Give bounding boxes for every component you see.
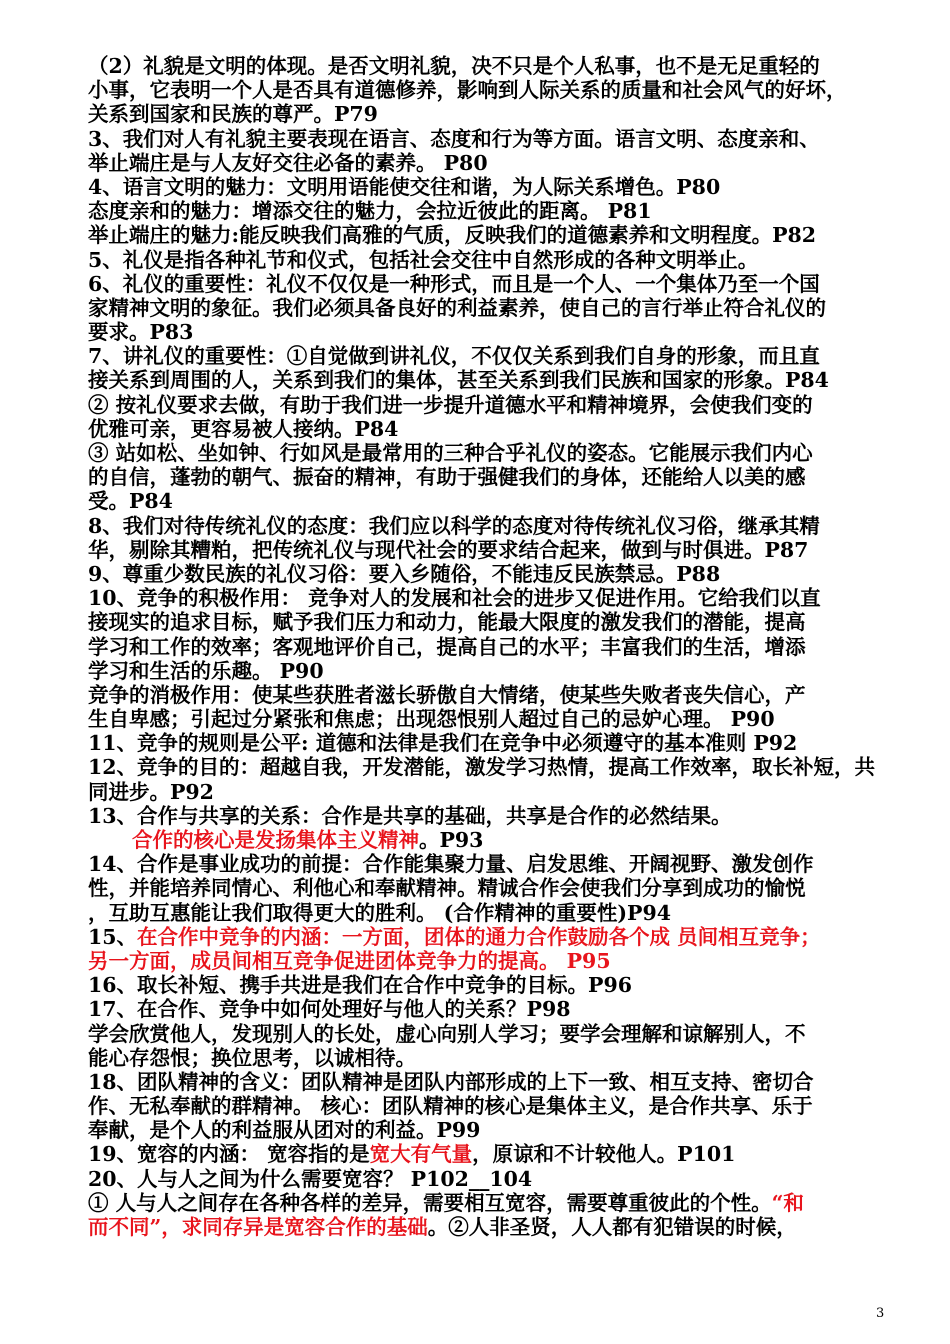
text-segment: 。②人非圣贤，人人都有犯错误的时候， [427, 1215, 797, 1239]
text-line: 6、礼仪的重要性：礼仪不仅仅是一种形式，而且是一个人、一个集体乃至一个国 [88, 271, 820, 296]
highlight-text: 另一方面，成员间相互竞争促进团体竞争力的提高。 P95 [88, 948, 611, 973]
text-line: ，互助互惠能让我们取得更大的胜利。 (合作精神的重要性)P94 [88, 900, 671, 925]
text-line-highlight [88, 1191, 912, 1215]
text-line: 接现实的追求目标，赋予我们压力和动力，能最大限度的激发我们的潜能，提高 [88, 610, 806, 635]
text-line: 举止端庄的魅力:能反映我们高雅的气质，反映我们的道德素养和文明程度。P82 [88, 223, 817, 248]
text-segment: 。P93 [419, 828, 484, 852]
text-line: 竞争的消极作用：使某些获胜者滋长骄傲自大情绪，使某些失败者丧失信心，产 [88, 682, 806, 707]
text-line-highlight [88, 1215, 912, 1239]
text-line: 要求。P83 [88, 320, 194, 345]
text-line: 8、我们对待传统礼仪的态度：我们应以科学的态度对待传统礼仪习俗，继承其精 [88, 513, 820, 538]
text-line: 学习和工作的效率；客观地评价自己，提高自己的水平；丰富我们的生活，增添 [88, 634, 806, 659]
text-segment: ，原谅和不计较他人。P101 [472, 1142, 736, 1167]
page-number: 3 [876, 1306, 885, 1321]
text-line: 性，并能培养同情心、利他心和奉献精神。精诚合作会使我们分享到成功的愉悦 [88, 876, 806, 901]
text-line: 生自卑感；引起过分紧张和焦虑；出现怨恨别人超过自己的忌妒心理。 P90 [88, 707, 775, 732]
text-line: 4、语言文明的魅力：文明用语能使交往和谐，为人际关系增色。P80 [88, 174, 721, 199]
text-line-highlight [88, 828, 912, 852]
text-line-highlight [88, 1142, 912, 1166]
text-line: （2）礼貌是文明的体现。是否文明礼貌，决不只是个人私事，也不是无足重轻的 [88, 54, 820, 78]
text-line: 12、竞争的目的：超越自我，开发潜能，激发学习热情，提高工作效率，取长补短，共 [88, 755, 876, 780]
text-line: 11、竞争的规则是公平: 道德和法律是我们在竞争中必须遵守的基本准则 P92 [88, 731, 798, 756]
text-segment: 19、宽容的内涵： 宽容指的是 [88, 1142, 370, 1167]
text-line: 受。P84 [88, 489, 173, 514]
highlight-text: 而不同”，求同存异是宽容合作的基础 [88, 1215, 428, 1239]
text-line: 17、在合作、竞争中如何处理好与他人的关系？P98 [88, 997, 571, 1022]
text-line: 关系到国家和民族的尊严。P79 [88, 102, 378, 127]
text-line: 学习和生活的乐趣。 P90 [88, 658, 324, 683]
text-line: 接关系到周围的人，关系到我们的集体，甚至关系到我们民族和国家的形象。P84 [88, 368, 829, 393]
highlight-text: 在合作中竞争的内涵：一方面，团体的通力合作鼓励各个成 员间相互竞争； [137, 924, 821, 949]
text-line: 14、合作是事业成功的前提：合作能集聚力量、启发思维、开阔视野、激发创作 [88, 852, 814, 877]
text-line: 16、取长补短、携手共进是我们在合作中竞争的目标。P96 [88, 973, 632, 998]
text-line: 13、合作与共享的关系：合作是共享的基础，共享是合作的必然结果。 [88, 803, 732, 828]
text-line: 态度亲和的魅力：增添交往的魅力，会拉近彼此的距离。 P81 [88, 199, 652, 224]
text-line: 9、尊重少数民族的礼仪习俗：要入乡随俗，不能违反民族禁忌。P88 [88, 561, 721, 586]
text-line: 10、竞争的积极作用： 竞争对人的发展和社会的进步又促进作用。它给我们以直 [88, 586, 821, 611]
text-line: 能心存怨恨；换位思考，以诚相待。 [88, 1045, 416, 1070]
text-line: ② 按礼仪要求去做，有助于我们进一步提升道德水平和精神境界，会使我们变的 [88, 392, 813, 417]
text-line: 的自信，蓬勃的朝气、振奋的精神，有助于强健我们的身体，还能给人以美的感 [88, 465, 806, 490]
text-line: 优雅可亲，更容易被人接纳。P84 [88, 416, 399, 441]
text-line: 18、团队精神的含义：团队精神是团队内部形成的上下一致、相互支持、密切合 [88, 1069, 814, 1094]
text-segment: ① 人与人之间存在各种各样的差异，需要相互宽容，需要尊重彼此的个性。 [88, 1190, 772, 1215]
text-line: 小事，它表明一个人是否具有道德修养，影响到人际关系的质量和社会风气的好坏， [88, 78, 847, 103]
text-line: 20、人与人之间为什么需要宽容？ P102__104 [88, 1166, 533, 1191]
text-line-highlight [88, 925, 912, 949]
highlight-text: 宽大有气量 [369, 1142, 473, 1167]
document-body [88, 54, 912, 1239]
text-segment: 15、 [88, 924, 138, 949]
text-line-highlight [88, 949, 912, 973]
text-line: 同进步。P92 [88, 779, 214, 804]
highlight-text: 合作的核心是发扬集体主义精神 [132, 828, 419, 852]
text-line: ③ 站如松、坐如钟、行如风是最常用的三种合乎礼仪的姿态。它能展示我们内心 [88, 441, 813, 465]
text-line: 3、我们对人有礼貌主要表现在语言、态度和行为等方面。语言文明、态度亲和、 [88, 126, 820, 151]
text-line: 奉献，是个人的利益服从团对的利益。P99 [88, 1118, 481, 1143]
text-line: 家精神文明的象征。我们必须具备良好的利益素养，使自己的言行举止符合礼仪的 [88, 295, 826, 320]
text-line: 华，剔除其糟粕，把传统礼仪与现代社会的要求结合起来，做到与时俱进。P87 [88, 537, 809, 562]
text-line: 5、礼仪是指各种礼节和仪式，包括社会交往中自然形成的各种文明举止。 [88, 247, 759, 272]
highlight-text: “和 [771, 1190, 804, 1215]
text-line: 举止端庄是与人友好交往必备的素养。 P80 [88, 150, 488, 175]
text-line: 学会欣赏他人，发现别人的长处，虚心向别人学习；要学会理解和谅解别人，不 [88, 1021, 806, 1046]
text-line: 7、讲礼仪的重要性：①自觉做到讲礼仪，不仅仅关系到我们自身的形象，而且直 [88, 344, 820, 369]
text-line: 作、无私奉献的群精神。 核心：团队精神的核心是集体主义，是合作共享、乐于 [88, 1094, 813, 1119]
